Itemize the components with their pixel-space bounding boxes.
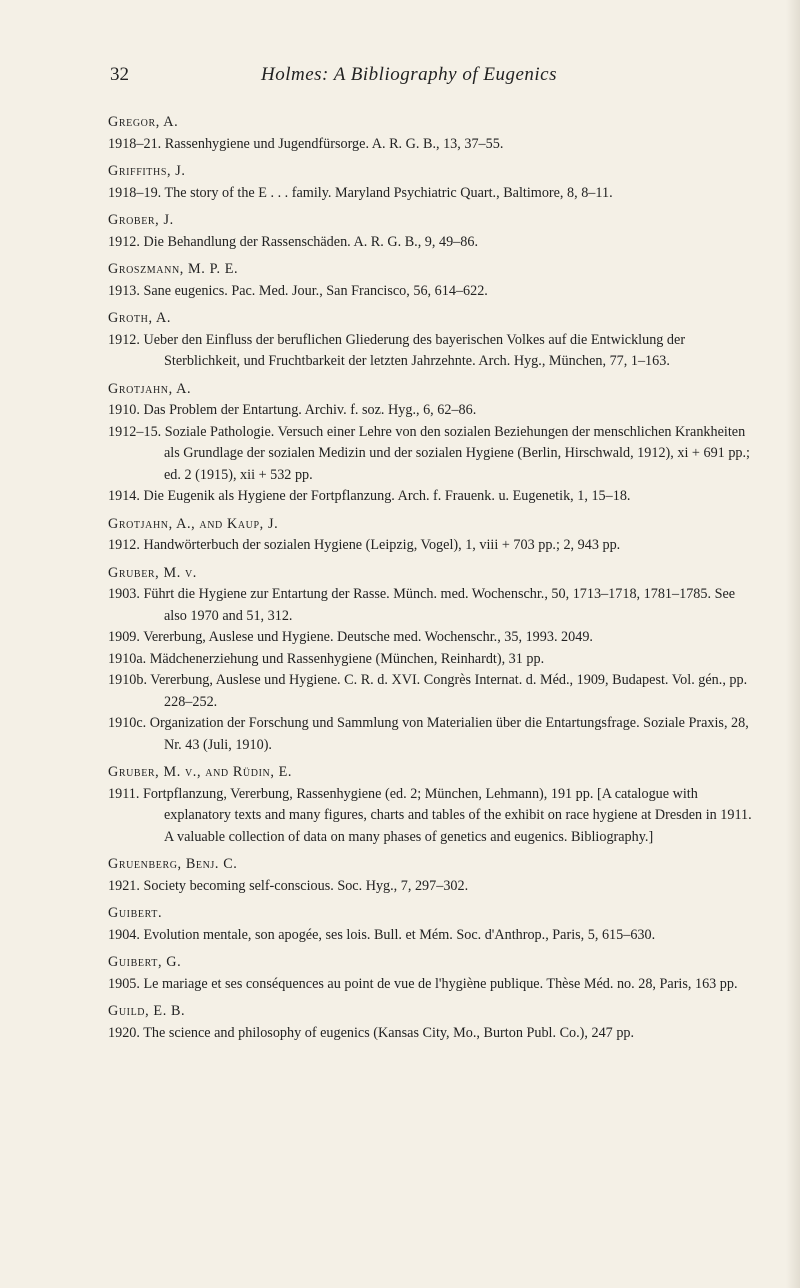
running-title: Holmes: A Bibliography of Eugenics: [261, 64, 557, 85]
entry-item: 1921. Society becoming self-conscious. Soc. Hyg., 7, 297–302.: [108, 877, 469, 894]
entry-author: Groszmann, M. P. E.: [108, 261, 239, 277]
entry-item: 1920. The science and philosophy of eugenics (Kansas City, Mo., Burton Publ. Co.), 247 pp.: [108, 1024, 635, 1041]
bibliography-entry: [108, 259, 760, 302]
entry-author: Griffiths, J.: [108, 163, 186, 179]
entry-author: Gruber, M. v., and Rüdin, E.: [108, 764, 293, 780]
entry-item: 1910a. Mädchenerziehung und Rassenhygiene (München, Reinhardt), 31 pp.: [108, 650, 545, 667]
entry-item: 1911. Fortpflanzung, Vererbung, Rassenhygiene (ed. 2; München, Lehmann), 191 pp. [A catalogue with explanatory texts and many figures, charts and tables of the exhibit on race hygiene at Dresden in 1911. A valuable collection of data on many phases of genetics and eugenics. Bibliography.]: [108, 785, 752, 845]
entry-author: Groth, A.: [108, 310, 171, 326]
entry-author: Guild, E. B.: [108, 1003, 186, 1019]
entry-item: 1912. Handwörterbuch der sozialen Hygiene (Leipzig, Vogel), 1, viii + 703 pp.; 2, 943 pp.: [108, 537, 621, 553]
page-header: [110, 64, 708, 92]
bibliography-list: [108, 112, 760, 1050]
entry-author: Guibert.: [108, 905, 163, 921]
entry-author: Grotjahn, A., and Kaup, J.: [108, 515, 279, 532]
bibliography-entry: [108, 514, 760, 557]
bibliography-entry: [108, 210, 760, 253]
entry-author: Gregor, A.: [108, 114, 179, 130]
entry-author: Gruber, M. v.: [108, 564, 197, 581]
bibliography-entry: [108, 762, 760, 848]
bibliography-entry: [108, 379, 760, 508]
entry-item: 1909. Vererbung, Auslese und Hygiene. Deutsche med. Wochenschr., 35, 1993. 2049.: [108, 629, 593, 645]
entry-item: 1914. Die Eugenik als Hygiene der Fortpflanzung. Arch. f. Frauenk. u. Eugenetik, 1, 15–18.: [108, 488, 631, 504]
bibliography-entry: [108, 563, 760, 757]
bibliography-entry: [108, 308, 760, 373]
entry-item: 1910b. Vererbung, Auslese und Hygiene. C. R. d. XVI. Congrès Internat. d. Méd., 1909, Budapest. Vol. gén., pp. 228–252.: [108, 672, 748, 710]
entry-item: 1913. Sane eugenics. Pac. Med. Jour., San Francisco, 56, 614–622.: [108, 282, 488, 299]
entry-item: 1912. Ueber den Einfluss der beruflichen Gliederung des bayerischen Volkes auf die Entwicklung der Sterblichkeit, und Fruchtbarkeit der letzten Jahrzehnte. Arch. Hyg., München, 77, 1–163.: [108, 331, 686, 369]
entry-item: 1904. Evolution mentale, son apogée, ses lois. Bull. et Mém. Soc. d'Anthrop., Paris, 5, 615–630.: [108, 926, 656, 943]
bibliography-entry: [108, 1001, 760, 1044]
bibliography-entry: [108, 161, 760, 204]
entry-item: 1910c. Organization der Forschung und Sammlung von Materialien über die Entartungsfrage. Soziale Praxis, 28, Nr. 43 (Juli, 1910).: [108, 715, 749, 753]
entry-item: 1918–19. The story of the E . . . family. Maryland Psychiatric Quart., Baltimore, 8, 8–11.: [108, 184, 613, 201]
bibliography-entry: [108, 854, 760, 897]
bibliography-entry: [108, 952, 760, 995]
entry-item: 1912–15. Soziale Pathologie. Versuch einer Lehre von den sozialen Beziehungen der menschlichen Krankheiten als Grundlage der sozialen Medizin und der sozialen Hygiene (Berlin, Hirschwald, 1912), xi + 691 pp.; ed. 2 (1915), xii + 532 pp.: [108, 423, 750, 483]
page-number: 32: [110, 64, 129, 85]
entry-item: 1903. Führt die Hygiene zur Entartung der Rasse. Münch. med. Wochenschr., 50, 1713–1718, 1781–1785. See also 1970 and 51, 312.: [108, 586, 736, 624]
entry-item: 1910. Das Problem der Entartung. Archiv. f. soz. Hyg., 6, 62–86.: [108, 402, 477, 418]
entry-item: 1912. Die Behandlung der Rassenschäden. A. R. G. B., 9, 49–86.: [108, 233, 479, 250]
entry-author: Guibert, G.: [108, 954, 182, 970]
entry-item: 1905. Le mariage et ses conséquences au point de vue de l'hygiène publique. Thèse Méd. no. 28, Paris, 163 pp.: [108, 975, 738, 992]
entry-author: Grober, J.: [108, 212, 174, 228]
entry-item: 1918–21. Rassenhygiene und Jugendfürsorge. A. R. G. B., 13, 37–55.: [108, 135, 504, 152]
entry-author: Grotjahn, A.: [108, 380, 192, 397]
entry-author: Gruenberg, Benj. C.: [108, 856, 238, 872]
bibliography-entry: [108, 112, 760, 155]
bibliography-entry: [108, 903, 760, 946]
page-edge-shadow: [786, 0, 800, 1288]
